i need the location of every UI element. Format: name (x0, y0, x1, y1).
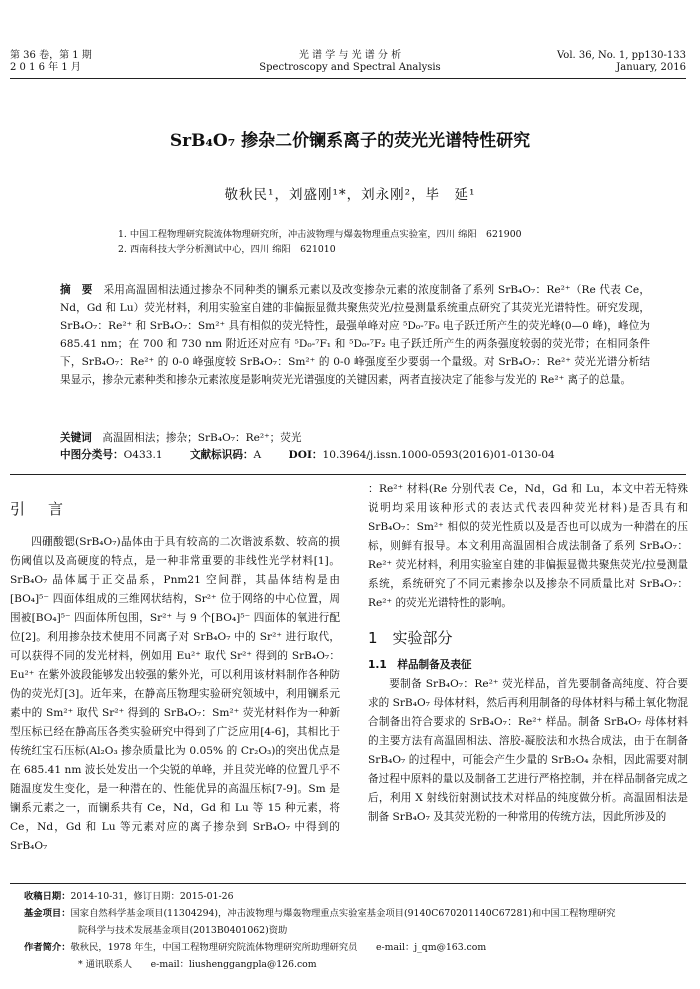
affiliation-2: 2. 西南科技大学分析测试中心，四川 绵阳 621010 (118, 244, 336, 255)
column-right (368, 480, 688, 827)
doi-value: 10.3964/j.issn.1000-0593(2016)01-0130-04 (322, 449, 555, 461)
section1-heading: 1 实验部分 (368, 629, 453, 647)
received-dates: 2014-10-31，修订日期：2015-01-26 (70, 891, 234, 902)
fund-text-2: 院科学与技术发展基金项目(2013B0401062)资助 (78, 925, 288, 936)
abstract-label: 摘 要 (60, 284, 93, 296)
classification-line (60, 447, 660, 464)
fund-text-1: 国家自然科学基金项目(11304294)，冲击波物理与爆轰物理重点实验室基金项目(9140C670201140C67281)和中国工程物理研究 (70, 908, 616, 919)
footnotes (24, 888, 688, 973)
clc-label: 中图分类号： (60, 449, 124, 461)
corresponding-author: * 通讯联系人 e-mail：liushenggangpla@126.com (78, 959, 317, 970)
author-list: 敬秋民¹，刘盛刚¹*，刘永刚²，毕 延¹ (224, 187, 476, 203)
clc-value: O433.1 (123, 449, 163, 461)
doc-code-label: 文献标识码： (189, 449, 254, 461)
doi-label: DOI： (288, 449, 323, 461)
received-line (24, 888, 688, 905)
section-rule (10, 474, 686, 475)
author-bio-label: 作者简介： (24, 942, 71, 953)
affiliations (118, 227, 522, 257)
intro-heading: 引 言 (10, 500, 68, 518)
column-left (10, 480, 340, 856)
header-volume: 第 36 卷，第 1 期 (10, 50, 92, 61)
abstract-text: 采用高温固相法通过掺杂不同种类的镧系元素以及改变掺杂元素的浓度制备了系列 SrB₄O₇：Re²⁺（Re 代表 Ce，Nd，Gd 和 Lu）荧光材料，利用实验室自建的非偏振显微共聚焦荧光/拉曼测量系统重点研究了其荧光光谱特性。研究发现，SrB₄O₇：Re²⁺ 和 SrB₄O₇：Sm²⁺ 具有相似的荧光特性，最强单峰对应 ⁵D₀-⁷F₀ 电子跃迁所产生的荧光峰(0—0 峰)，峰位为 685.41 nm；在 700 和 730 nm 附近还对应有 ⁵D₀-⁷F₁ 和 ⁵D₀-⁷F₂ 电子跃迁所产生的两条强度较弱的荧光带；在相同条件下，SrB₄O₇：Re²⁺ 的 0-0 峰强度较 SrB₄O₇：Sm²⁺ 的 0-0 峰强度至少要弱一个量级。对 SrB₄O₇：Re²⁺ 荧光光谱分析结果显示，掺杂元素种类和掺杂元素浓度是影响荧光光谱强度的关键因素，两者直接决定了能参与发光的 Re²⁺ 离子的总量。 (60, 284, 651, 386)
subsection-heading: 1.1 样品制备及表征 (368, 659, 472, 671)
header-volume-en: Vol. 36, No. 1, pp130-133 (557, 50, 686, 61)
keywords (60, 430, 301, 447)
header-date-en: January, 2016 (616, 62, 686, 73)
keywords-label: 关键词 (60, 432, 92, 444)
header-rule (10, 78, 686, 79)
footnote-rule (10, 883, 686, 884)
fund-label: 基金项目： (24, 908, 71, 919)
author-bio-line (24, 939, 688, 956)
abstract (60, 281, 650, 389)
author-bio-text: 敬秋民，1978 年生，中国工程物理研究院流体物理研究所助理研究员 e-mail：j_qm@163.com (70, 942, 487, 953)
keywords-text: 高温固相法；掺杂；SrB₄O₇：Re²⁺；荧光 (102, 432, 302, 444)
header-date: 2 0 1 6 年 1 月 (10, 62, 81, 73)
paper-title: SrB₄O₇ 掺杂二价镧系离子的荧光光谱特性研究 (169, 131, 531, 151)
section1-paragraph-1: 要制备 SrB₄O₇：Re²⁺ 荧光样品，首先要制备高纯度、符合要求的 SrB₄O₇ 母体材料，然后再利用制备的母体材料与稀土氧化物混合制备出符合要求的 SrB₄O₇：Re²⁺ 样品。制备 SrB₄O₇ 母体材料的主要方法有高温固相法、溶胶-凝胶法和水热合成法，由于在制备 SrB₄O₇ 的过程中，可能会产生少量的 SrB₂O₄ 杂相，因此需要对制备过程中原料的量以及制备工艺进行严格控制，并在样品制备完成之后，利用 X 射线衍射测试技术对样品的纯度做分析。高温固相法是制备 SrB₄O₇ 及其荧光粉的一种常用的传统方法，因此所涉及的 (368, 678, 688, 823)
received-label: 收稿日期： (24, 891, 71, 902)
journal-name-en: Spectroscopy and Spectral Analysis (259, 62, 441, 73)
header-right (557, 50, 686, 74)
affiliation-1: 1. 中国工程物理研究院流体物理研究所，冲击波物理与爆轰物理重点实验室，四川 绵阳 621900 (118, 229, 522, 240)
doc-code-value: A (253, 449, 262, 461)
journal-name-cn: 光 谱 学 与 光 谱 分 析 (298, 50, 402, 61)
intro-paragraph-2: ：Re²⁺ 材料(Re 分别代表 Ce，Nd，Gd 和 Lu，本文中若无特殊说明均采用该种形式的表达式代表四种荧光材料)是否具有和 SrB₄O₇：Sm²⁺ 相似的荧光性质以及是否也可以成为一种潜在的压标，则鲜有报导。本文利用高温固相合成法制备了系列 SrB₄O₇：Re²⁺ 荧光材料，利用实验室自建的非偏振显微共聚焦荧光/拉曼测量系统，系统研究了不同元素掺杂以及掺杂不同质量比对 SrB₄O₇：Re²⁺ 的荧光光谱特性的影响。 (368, 483, 688, 609)
intro-paragraph-1: 四硼酸锶(SrB₄O₇)晶体由于具有较高的二次谐波系数、较高的损伤阈值以及高硬度的特点，是一种非常重要的非线性光学材料[1]。SrB₄O₇ 晶体属于正交晶系，Pnm21 空间群，其晶体结构是由[BO₄]⁵⁻ 四面体组成的三维网状结构，Sr²⁺ 位于网络的中心位置，周围被[BO₄]⁵⁻ 四面体所包围，Sr²⁺ 与 9 个[BO₄]⁵⁻ 四面体的氧进行配位[2]。利用掺杂技术使用不同离子对 SrB₄O₇ 中的 Sr²⁺ 进行取代，可以获得不同的发光材料，例如用 Eu²⁺ 取代 Sr²⁺ 得到的 SrB₄O₇：Eu²⁺ 在紫外波段能够发出较强的紫外光，可以利用该材料制作各种防伪的荧光灯[3]。近年来，在静高压物理实验研究领域中，利用镧系元素中的 Sm²⁺ 取代 Sr²⁺ 得到的 SrB₄O₇：Sm²⁺ 荧光材料作为一种新型压标已经在静高压各类实验研究中得到了广泛应用[4-6]，其相比于传统红宝石压标(Al₂O₃ 掺杂质量比为 0.05% 的 Cr₂O₃)的突出优点是在 685.41 nm 波长处发出一个尖锐的单峰，并且荧光峰的位置几乎不随温度发生变化，是一种潜在的、性能优异的高温压标[7-9]。Sm 是镧系元素之一，而镧系共有 Ce，Nd，Gd 和 Lu 等 15 种元素，将 Ce，Nd，Gd 和 Lu 等元素对应的离子掺杂到 SrB₄O₇ 中得到的 SrB₄O₇ (10, 536, 340, 852)
fund-line (24, 905, 688, 922)
